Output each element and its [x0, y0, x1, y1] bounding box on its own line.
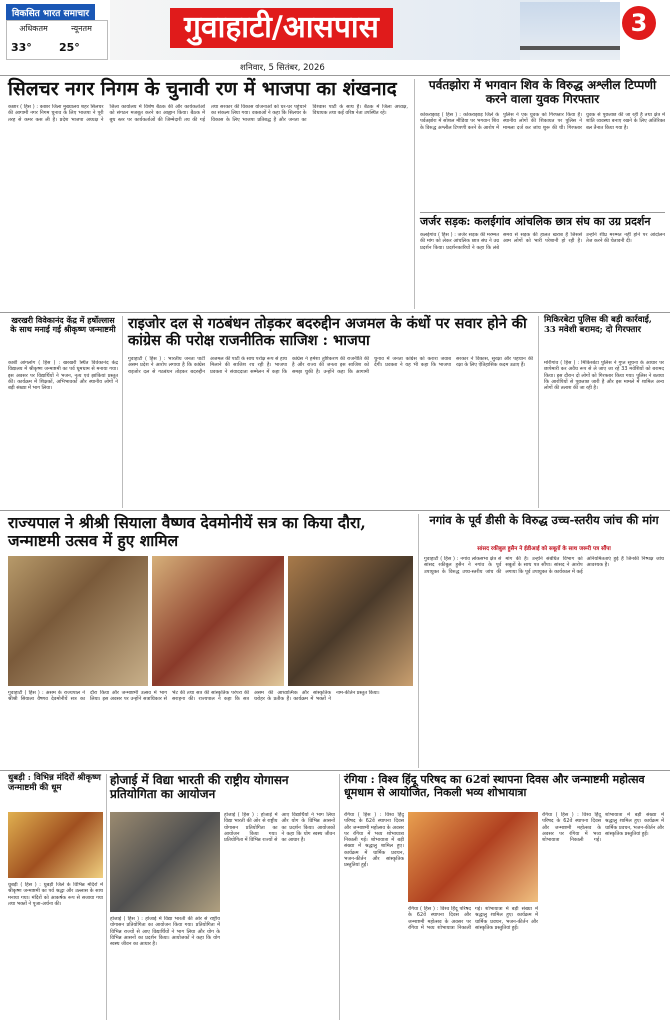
- article-5-title: राइजोर दल से गठबंधन तोड़कर बदरुद्दीन अजमल के कंधों पर सवार होने की कांग्रेस की परोक्ष राजनीतिक साजिश : भाजपा: [128, 315, 527, 349]
- section-divider: [420, 212, 665, 213]
- section-title: गुवाहाटी/आसपास: [170, 8, 393, 48]
- max-temp: 33°: [11, 41, 32, 54]
- bridge-image: [520, 2, 620, 60]
- governor-photo-3: [288, 556, 413, 686]
- column-divider: [538, 316, 539, 508]
- issue-date: शनिवार, 5 सितंबर, 2026: [240, 63, 325, 73]
- article-9-title: धुबड़ी : विभिन्न मंदिरों श्रीकृष्ण जन्माष्टमी की धूम: [8, 773, 101, 793]
- article-8-title: नगांव के पूर्व डीसी के विरुद्ध उच्च-स्तरीय जांच की मांग: [429, 513, 659, 527]
- column-divider: [414, 79, 415, 309]
- article-2-title: पर्वतझोरा में भगवान शिव के विरुद्ध अश्लील टिप्पणी करने वाला युवक गिरफ्तार: [428, 78, 657, 106]
- min-temp: 25°: [59, 41, 80, 54]
- article-1-title: सिलचर नगर निगम के चुनावी रण में भाजपा का शंखनाद: [8, 78, 397, 100]
- weather-box: [6, 20, 108, 60]
- section-divider: [0, 510, 670, 511]
- article-9-body: धुबड़ी ( हिस ) : धुबड़ी जिले के विभिन्न मंदिरों में श्रीकृष्ण जन्माष्टमी का पर्व श्रद्धा और उल्लास के साथ मनाया गया। मंदिरों को आकर्षक रूप से सजाया गया तथा भक्तों ने पूजा-अर्चना की।: [8, 882, 103, 907]
- yoga-photo: [110, 812, 220, 912]
- column-divider: [339, 774, 340, 1020]
- governor-photo-2: [152, 556, 284, 686]
- article-11-title: रंगिया : विश्व हिंदू परिषद का 62वां स्थापना दिवस और जन्माष्टमी महोत्सव धूमधाम से आयोजित, निकली भव्य शोभायात्रा: [344, 773, 645, 799]
- article-10-body-side: होजाई ( हिस ) : होजाई में विद्या भारती की ओर से राष्ट्रीय योगासन प्रतियोगिता का आयोजन किया गया। प्रतियोगिता में विभिन्न राज्यों से आए विद्यार्थियों ने भाग लिया और योग के विभिन्न आसनों का प्रदर्शन किया। आयोजकों ने कहा कि योग स्वस्थ जीवन का आधार है।: [224, 812, 335, 844]
- article-4-title: खरखरी विवेकानंद केंद्र में हर्षोल्लास के साथ मनाई गई श्रीकृष्ण जन्माष्टमी: [10, 315, 116, 335]
- column-divider: [418, 514, 419, 768]
- article-10-title: होजाई में विद्या भारती की राष्ट्रीय योगासन प्रतियोगिता का आयोजन: [110, 773, 289, 801]
- article-6-title: मिकिरबेटा पुलिस की बड़ी कार्रवाई, 33 मवेशी बरामद; दो गिरफ्तार: [544, 315, 652, 335]
- article-8-subtitle: सांसद रकीबुल हुसैन ने ईडीआई को सबूतों के साथ जरूरी पत्र सौंपा: [477, 546, 611, 552]
- article-3-body: कलईगांव ( हिस ) : जर्जर सड़क की मरम्मत की मांग को लेकर आंचलिक छात्र संघ ने उग्र प्रदर्शन किया। प्रदर्शनकारियों ने कहा कि लंबे समय से सड़क की हालत खराब है जिससे आम लोगों को भारी परेशानी हो रही है। उन्होंने शीघ्र मरम्मत नहीं होने पर आंदोलन तेज करने की चेतावनी दी।: [420, 232, 665, 251]
- article-11-body-left: रंगिया ( हिस ) : विश्व हिंदू परिषद के 62वें स्थापना दिवस और जन्माष्टमी महोत्सव के अवसर पर रंगिया में भव्य शोभायात्रा निकाली गई। शोभायात्रा में बड़ी संख्या में श्रद्धालु शामिल हुए। कार्यक्रम में धार्मिक प्रवचन, भजन-कीर्तन और सांस्कृतिक प्रस्तुतियां हुईं।: [344, 812, 404, 869]
- article-6-body: मोरीगांव ( हिस ) : मिकिरबेटा पुलिस ने गुप्त सूचना के आधार पर छापेमारी कर अवैध रूप से ले जाए जा रहे 33 मवेशियों को बरामद किया। इस दौरान दो लोगों को गिरफ्तार किया गया। पुलिस ने बताया कि आरोपियों से पूछताछ जारी है और इस मामले में शामिल अन्य लोगों की तलाश की जा रही है।: [544, 360, 664, 392]
- article-11-body-right: रंगिया ( हिस ) : विश्व हिंदू परिषद के 62वें स्थापना दिवस और जन्माष्टमी महोत्सव के अवसर पर रंगिया में भव्य शोभायात्रा निकाली गई। शोभायात्रा में बड़ी संख्या में श्रद्धालु शामिल हुए। कार्यक्रम में धार्मिक प्रवचन, भजन-कीर्तन और सांस्कृतिक प्रस्तुतियां हुईं।: [542, 812, 664, 844]
- section-divider: [0, 770, 670, 771]
- max-label: अधिकतम: [19, 24, 48, 33]
- governor-photo-1: [8, 556, 148, 686]
- section-divider: [0, 312, 670, 313]
- article-8-body: गुवाहाटी ( हिस ) : नगांव लोकसभा क्षेत्र से सांसद रकीबुल हुसैन ने नगांव के पूर्व उपायुक्त के विरुद्ध उच्च-स्तरीय जांच की मांग की है। उन्होंने संबंधित विभाग को सबूतों के साथ पत्र सौंपा। सांसद ने आरोप लगाया कि पूर्व उपायुक्त के कार्यकाल में कई अनियमितताएं हुई हैं जिनकी निष्पक्ष जांच आवश्यक है।: [424, 556, 664, 575]
- article-7-body: गुवाहाटी ( हिस ) : असम के राज्यपाल ने श्रीश्री सियाला वैष्णव देवमोनीयें सत्र का दौरा किया और जन्माष्टमी उत्सव में भाग लिया। इस अवसर पर उन्होंने सत्राधिकार से भेंट की तथा सत्र की सांस्कृतिक परंपरा की सराहना की। राज्यपाल ने कहा कि सत्र असम की आध्यात्मिक और सांस्कृतिक धरोहर के प्रतीक हैं। कार्यक्रम में भक्तों ने नाम-कीर्तन प्रस्तुत किया।: [8, 690, 380, 703]
- article-10-body: होजाई ( हिस ) : होजाई में विद्या भारती की ओर से राष्ट्रीय योगासन प्रतियोगिता का आयोजन किया गया। प्रतियोगिता में विभिन्न राज्यों से आए विद्यार्थियों ने भाग लिया और योग के विभिन्न आसनों का प्रदर्शन किया। आयोजकों ने कहा कि योग स्वस्थ जीवन का आधार है।: [110, 916, 220, 948]
- min-label: न्यूनतम: [71, 24, 92, 33]
- article-1-body: कछार ( हिस ) : कछार जिला मुख्यालय शहर सिलचर की आगामी नगर निगम चुनाव के लिए भाजपा ने पूरी तरह से कमर कस ली है। प्रदेश भाजपा अध्यक्ष ने जिला कार्यालय में विशेष बैठक की और कार्यकर्ताओं को संगठन मजबूत करने का आह्वान किया। बैठक में बूथ स्तर पर कार्यकर्ताओं की जिम्मेदारी तय की गई तथा सरकार की विकास योजनाओं को घर-घर पहुंचाने का संकल्प लिया गया। वक्ताओं ने कहा कि सिलचर के विकास के लिए भाजपा प्रतिबद्ध है और जनता का विश्वास पार्टी के साथ है। बैठक में जिला अध्यक्ष, विधायक तथा कई वरिष्ठ नेता उपस्थित रहे।: [8, 104, 408, 123]
- article-3-title: जर्जर सड़क: कलईगांव आंचलिक छात्र संघ का उग्र प्रदर्शन: [420, 215, 651, 228]
- article-11-body: रंगिया ( हिस ) : विश्व हिंदू परिषद के 62वें स्थापना दिवस और जन्माष्टमी महोत्सव के अवसर पर रंगिया में भव्य शोभायात्रा निकाली गई। शोभायात्रा में बड़ी संख्या में श्रद्धालु शामिल हुए। कार्यक्रम में धार्मिक प्रवचन, भजन-कीर्तन और सांस्कृतिक प्रस्तुतियां हुईं।: [408, 906, 538, 931]
- header-divider: [0, 75, 670, 76]
- temple-photo: [8, 812, 103, 878]
- article-7-title: राज्यपाल ने श्रीश्री सियाला वैष्णव देवमोनीयें सत्र का किया दौरा, जन्माष्टमी उत्सव में हुए शामिल: [8, 513, 366, 550]
- column-divider: [106, 774, 107, 1020]
- column-divider: [122, 316, 123, 508]
- rally-photo: [408, 812, 538, 902]
- article-4-body: कार्बी आंगलोंग ( हिस ) : खरखरी स्थित विवेकानंद केंद्र विद्यालय में श्रीकृष्ण जन्माष्टमी का पर्व धूमधाम से मनाया गया। इस अवसर पर विद्यार्थियों ने भजन, नृत्य एवं झांकियां प्रस्तुत कीं। कार्यक्रम में शिक्षकों, अभिभावकों और स्थानीय लोगों ने बड़ी संख्या में भाग लिया।: [8, 360, 118, 392]
- masthead-header: [0, 0, 670, 60]
- article-5-body: गुवाहाटी ( हिस ) : भारतीय जनता पार्टी असम प्रदेश ने आरोप लगाया है कि कांग्रेस राइजोर दल से गठबंधन तोड़कर बदरुद्दीन अजमल की पार्टी के साथ परोक्ष रूप से हाथ मिलाने की साजिश रच रही है। भाजपा प्रवक्ता ने संवाददाता सम्मेलन में कहा कि कांग्रेस ने हमेशा तुष्टिकरण की राजनीति की है और राज्य की जनता इस साजिश को समझ चुकी है। उन्होंने कहा कि आगामी चुनाव में जनता कांग्रेस को करारा जवाब देगी। प्रवक्ता ने यह भी कहा कि भाजपा सरकार ने विकास, सुरक्षा और पहचान की रक्षा के लिए ऐतिहासिक कदम उठाए हैं।: [128, 356, 533, 375]
- page-number: 3: [622, 6, 656, 40]
- brand-label: विकसित भारत समाचार: [6, 4, 95, 21]
- article-2-body: कोकराझाड़ ( हिस ) : कोकराझाड़ जिले के पर्वतझोरा में सोशल मीडिया पर भगवान शिव के विरुद्ध अश्लील टिप्पणी करने के आरोप में पुलिस ने एक युवक को गिरफ्तार किया है। स्थानीय लोगों की शिकायत पर पुलिस ने मामला दर्ज कर जांच शुरू की थी। गिरफ्तार युवक से पूछताछ की जा रही है तथा क्षेत्र में शांति व्यवस्था बनाए रखने के लिए अतिरिक्त बल तैनात किया गया है।: [420, 112, 665, 131]
